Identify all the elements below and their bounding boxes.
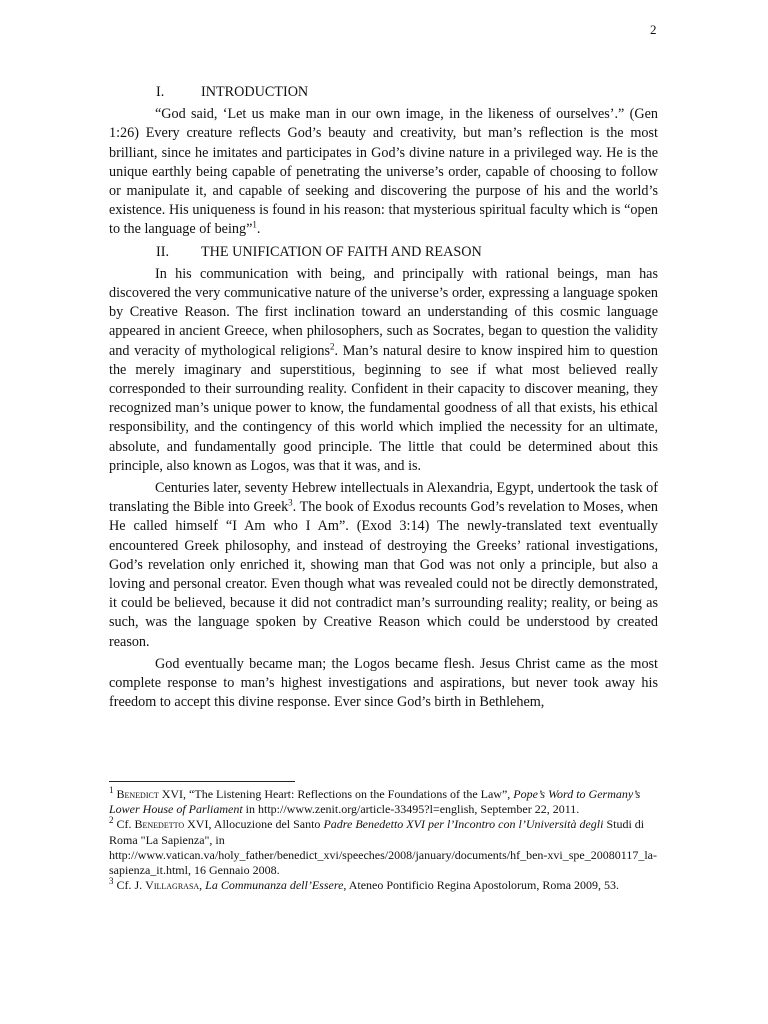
- footnote-ref[interactable]: 1: [252, 219, 257, 230]
- footnote-ref[interactable]: 3: [288, 497, 293, 508]
- paragraph: “God said, ‘Let us make man in our own image, in the likeness of ourselves’.” (Gen 1:26) Every creature reflects God’s beauty and creativity, but man’s reflection is the most brilliant, since he imitates and participates in God’s divine nature in a privileged way. He is the unique earthly being capable of penetrating the universe’s order, capable of choosing to follow or manipulate it, and capable of seeking and discovering the purpose of his and the world’s existence. His uniqueness is found in his reason: that mysterious spiritual faculty which is “open to the language of being”$^1$.: [109, 106, 658, 238]
- footnotes: [109, 787, 658, 893]
- footnote-ref[interactable]: 2: [330, 340, 335, 351]
- footnote: $^3$ Cf. J. Villagrasa, La Communanza dell’Essere, Ateneo Pontificio Regina Apostolorum, Roma 2009, 53.: [109, 876, 620, 893]
- paragraph: Centuries later, seventy Hebrew intellectuals in Alexandria, Egypt, undertook the task of translating the Bible into Greek$^3$. The book of Exodus recounts God’s revelation to Moses, when He called himself “I Am who I Am”. (Exod 3:14) The newly-translated text eventually encountered Greek philosophy, and instead of destroying the Greeks’ rational investigations, God’s revelation only enriched it, showing man that God was not only a principle, but also a loving and personal creator. Even though what was revealed could not be directly demonstrated, it could be believed, because it did not contradict man’s surrounding reality; reality, or being as such, was the language spoken by Creative Reason which could be understood by created reason.: [109, 480, 658, 650]
- page-number: 2: [650, 22, 657, 37]
- section-number: I.: [156, 84, 165, 100]
- section-heading-introduction: [109, 83, 658, 102]
- section-title: INTRODUCTION: [201, 84, 309, 100]
- section-heading-unification: [109, 243, 658, 262]
- footnote-separator: [109, 781, 295, 782]
- footnote: $^1$ Benedict XVI, “The Listening Heart: Reflections on the Foundations of the Law”, Pope’s Word to Germany’s Lower House of Parliament in http://www.zenit.org/article-33495?l=english, September 22, 2011.: [109, 785, 641, 817]
- document-body: [109, 83, 658, 716]
- section-number: II.: [156, 243, 169, 260]
- footnote: $^2$ Cf. Benedetto XVI, Allocuzione del Santo Padre Benedetto XVI per l’Incontro con l’Università degli Studi di Roma "La Sapienza", in http://www.vatican.va/holy_father/benedict_xvi/speeches/2008/january/documents/hf_ben-xvi_spe_20080117_la-sapienza_it.html, 16 Gennaio 2008.: [109, 815, 657, 878]
- section-title: THE UNIFICATION OF FAITH AND REASON: [201, 243, 482, 260]
- paragraph: God eventually became man; the Logos became flesh. Jesus Christ came as the most complete response to man’s highest investigations and aspirations, but never took away his freedom to accept this divine response. Ever since God’s birth in Bethlehem,: [109, 655, 658, 711]
- paragraph: In his communication with being, and principally with rational beings, man has discovered the very communicative nature of the universe’s order, expressing a language spoken by Creative Reason. The first inclination toward an understanding of this cosmic language appeared in ancient Greece, when philosophers, such as Socrates, began to question the validity and veracity of mythological religions$^2$. Man’s natural desire to know inspired him to question the merely imaginary and superstitious, beginning to see if what most believed really corresponded to their surrounding reality. Confident in their capacity to discover meaning, they recognized man’s unique power to know, the fundamental goodness of all that exists, his ethical responsibility, and the contingency of this world which implied the necessity for an ultimate, absolute, and fundamentally good principle. The little that could be determined about this principle, also known as Logos, was that it was, and is.: [109, 265, 658, 474]
